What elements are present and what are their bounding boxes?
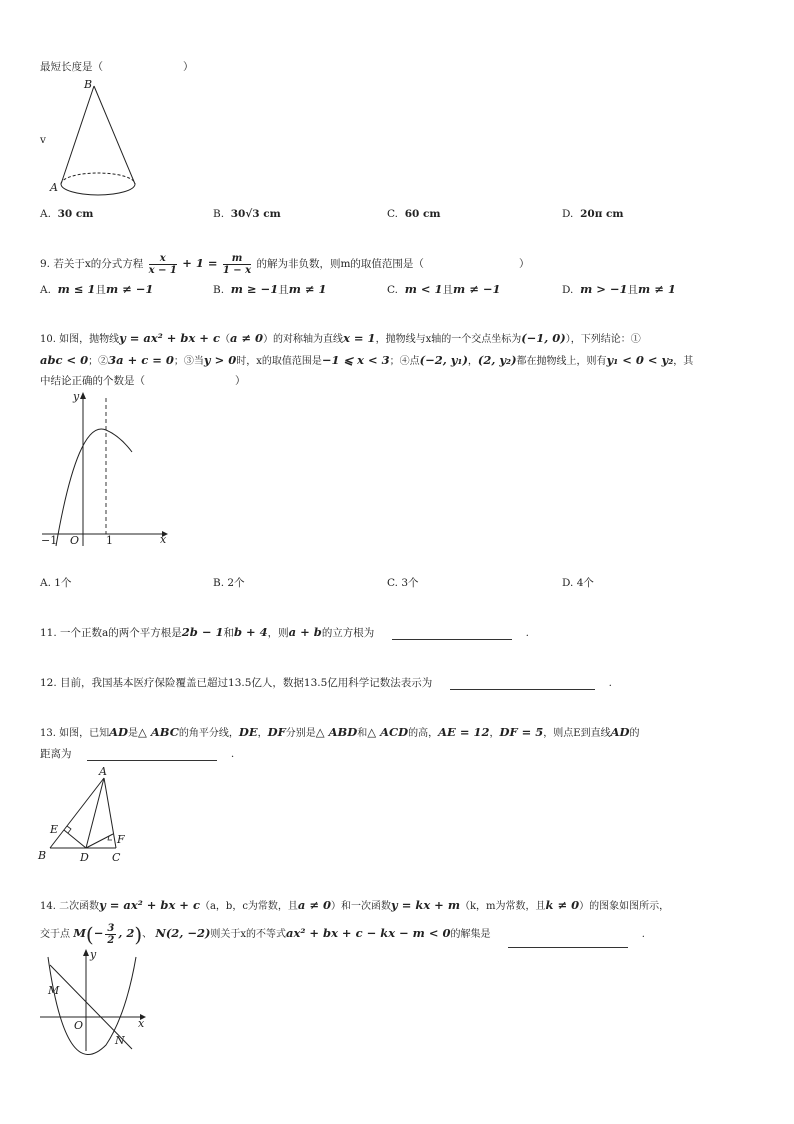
- q10-tick-neg1: −1: [41, 534, 58, 547]
- q13-triangle-figure: [36, 764, 136, 864]
- q11-stem: 11. 一个正数a的两个平方根是2b − 1和b + 4，则a + b的立方根为 .: [40, 625, 529, 639]
- q9-option-d[interactable]: D. m > −1且m ≠ 1: [562, 282, 676, 296]
- q13-stem-line-1: 13. 如图，已知AD是△ ABC的角平分线，DE，DF分别是△ ABD和△ ACD的高，AE = 12，DF = 5，则点E到直线AD的: [40, 725, 640, 739]
- q10-option-c[interactable]: C. 3个: [387, 577, 419, 589]
- q9-option-c[interactable]: C. m < 1且m ≠ −1: [387, 282, 501, 296]
- q10-stem-line-2: abc < 0；②3a + c = 0；③当y > 0时，x的取值范围是−1 ⩽ x < 3；④点(−2, y₁)，(2, y₂)都在抛物线上，则有y₁ < 0 < y₂，其: [40, 353, 694, 367]
- q9-fraction-1: $\frac{x}{x - 1}$: [148, 252, 177, 276]
- q8-option-d[interactable]: D. 20π cm: [562, 208, 624, 220]
- q9-stem: 9. 若关于x的分式方程 $\frac{x}{x - 1}$ + 1 = $\frac{m}{1 - x}$ 的解为非负数，则m的取值范围是（ ）: [40, 252, 530, 276]
- q14-label-N: N: [115, 1034, 125, 1047]
- q13-label-F: F: [117, 833, 125, 846]
- q13-stem-line-2: 距离为 .: [40, 748, 235, 760]
- q10-option-d[interactable]: D. 4个: [562, 577, 594, 589]
- q13-answer-blank[interactable]: [87, 749, 217, 761]
- q14-graph-figure: [36, 945, 156, 1055]
- q10-axis-x: x: [160, 533, 167, 546]
- q10-stem-line-1: 10. 如图，抛物线y = ax² + bx + c（a ≠ 0）的对称轴为直线x = 1，抛物线与x轴的一个交点坐标为(−1, 0)），下列结论：①: [40, 331, 641, 345]
- q10-stem-line-3: 中结论正确的个数是（ ）: [40, 375, 246, 387]
- q14-label-M: M: [48, 984, 60, 997]
- q14-answer-blank[interactable]: [508, 936, 628, 948]
- q14-stem-line-2: 交于点 M(− $\frac{3}{2}$ , 2)、 N(2, −2)则关于x的不等式ax² + bx + c − kx − m < 0的解集是 .: [40, 922, 645, 947]
- q8-side-label: v: [40, 134, 46, 146]
- q14-fraction: $\frac{3}{2}$: [107, 923, 115, 946]
- q14-stem-line-1: 14. 二次函数y = ax² + bx + c（a，b，c为常数，且a ≠ 0）和一次函数y = kx + m（k，m为常数，且k ≠ 0）的图象如图所示，: [40, 898, 670, 912]
- q13-label-C: C: [112, 851, 121, 864]
- q8-option-a[interactable]: A. 30 cm: [40, 208, 94, 220]
- q8-label-B: B: [84, 78, 93, 91]
- q14-axis-x: x: [138, 1017, 145, 1030]
- q13-label-D: D: [80, 851, 89, 864]
- q13-label-A: A: [99, 765, 107, 778]
- q10-axis-y: y: [73, 390, 80, 403]
- q8-stem: 最短长度是（ ）: [40, 61, 194, 73]
- q8-option-b[interactable]: B. 30√3 cm: [213, 208, 281, 220]
- q8-cone-figure: [50, 78, 145, 198]
- q14-axis-y: y: [90, 948, 97, 961]
- q13-label-E: E: [50, 823, 59, 836]
- q10-option-a[interactable]: A. 1个: [40, 577, 72, 589]
- q14-origin: O: [74, 1019, 84, 1032]
- q10-tick-1: 1: [106, 534, 113, 547]
- q10-parabola-figure: [38, 388, 178, 548]
- q8-label-A: A: [50, 181, 58, 194]
- q9-option-a[interactable]: A. m ≤ 1且m ≠ −1: [40, 282, 154, 296]
- q10-origin: O: [70, 534, 80, 547]
- q10-option-b[interactable]: B. 2个: [213, 577, 245, 589]
- q9-fraction-2: $\frac{m}{1 - x}$: [222, 252, 252, 276]
- q9-option-b[interactable]: B. m ≥ −1且m ≠ 1: [213, 282, 327, 296]
- q12-stem: 12. 目前，我国基本医疗保险覆盖已超过13.5亿人，数据13.5亿用科学记数法表示为 .: [40, 677, 612, 689]
- q13-label-B: B: [38, 849, 47, 862]
- q11-answer-blank[interactable]: [392, 628, 512, 640]
- q8-option-c[interactable]: C. 60 cm: [387, 208, 441, 220]
- q12-answer-blank[interactable]: [450, 678, 595, 690]
